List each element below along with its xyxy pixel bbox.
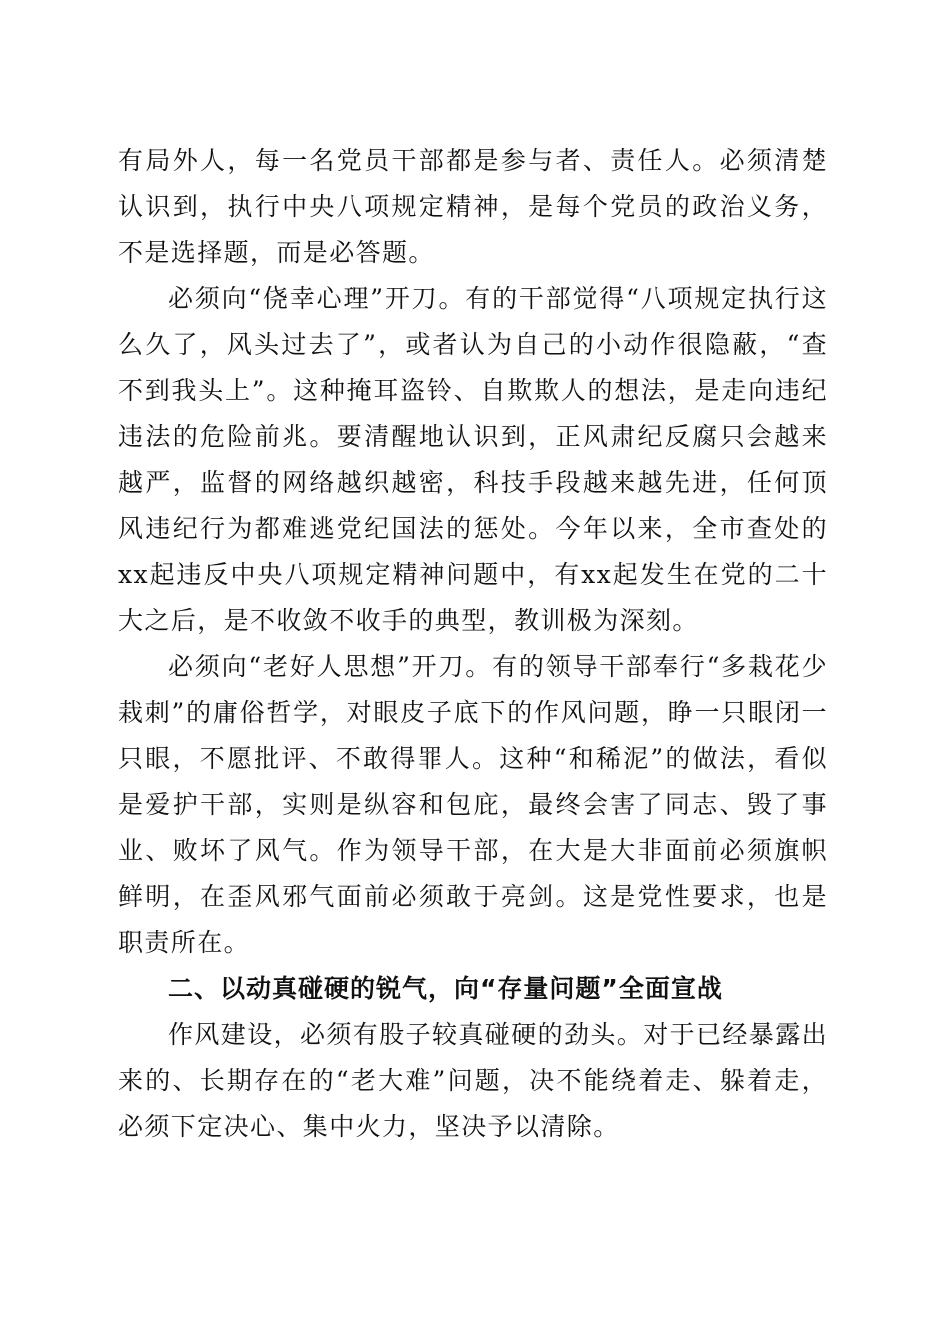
document-body — [118, 138, 828, 1150]
paragraph-luck-mentality: 必须向“侥幸心理”开刀。有的干部觉得“八项规定执行这么久了，风头过去了”，或者认为自己的小动作很隐蔽，“查不到我头上”。这种掩耳盗铃、自欺欺人的想法，是走向违纪违法的危险前兆。要清醒地认识到，正风肃纪反腐只会越来越严，监督的网络越织越密，科技手段越来越先进，任何顶风违纪行为都难逃党纪国法的惩处。今年以来，全市查处的xx起违反中央八项规定精神问题中，有xx起发生在党的二十大之后，是不收敛不收手的典型，教训极为深刻。 — [118, 284, 828, 635]
paragraph-continuation: 有局外人，每一名党员干部都是参与者、责任人。必须清楚认识到，执行中央八项规定精神，是每个党员的政治义务，不是选择题，而是必答题。 — [118, 146, 828, 267]
section-heading-2: 二、以动真碰硬的锐气，向“存量问题”全面宣战 — [168, 974, 723, 1003]
paragraph-style-building: 作风建设，必须有股子较真碰硬的劲头。对于已经暴露出来的、长期存在的“老大难”问题，决不能绕着走、躲着走，必须下定决心、集中火力，坚决予以清除。 — [118, 1020, 829, 1141]
paragraph-yes-man-mentality: 必须向“老好人思想”开刀。有的领导干部奉行“多栽花少栽刺”的庸俗哲学，对眼皮子底下的作风问题，睁一只眼闭一只眼，不愿批评、不敢得罪人。这种“和稀泥”的做法，看似是爱护干部，实则是纵容和包庇，最终会害了同志、毁了事业、败坏了风气。作为领导干部，在大是大非面前必须旗帜鲜明，在歪风邪气面前必须敢于亮剑。这是党性要求，也是职责所在。 — [118, 652, 828, 957]
